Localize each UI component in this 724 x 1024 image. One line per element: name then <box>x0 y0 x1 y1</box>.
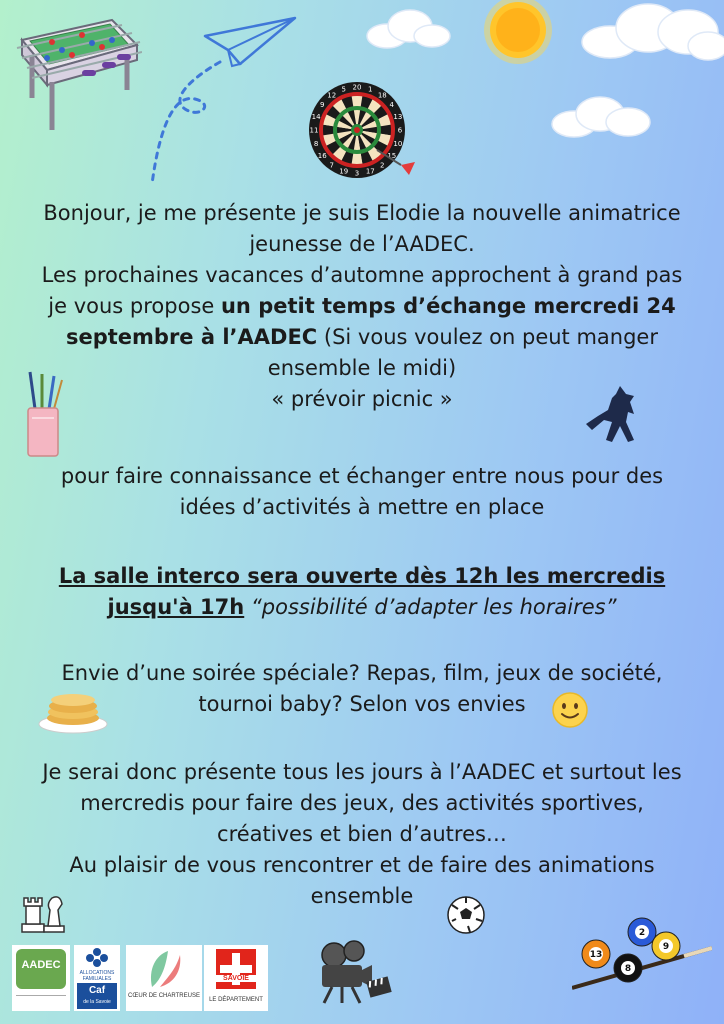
savoie-name: SAVOIE <box>216 975 256 982</box>
intro-line: jeunesse de l’AADEC. <box>249 232 475 256</box>
savoie-logo <box>204 945 268 1011</box>
caf-flower-icon <box>83 947 111 969</box>
cloud-icon <box>580 0 724 68</box>
evening-line: tournoi baby? Selon vos envies <box>198 692 526 716</box>
dartboard-number: 3 <box>354 169 360 178</box>
sun-icon <box>478 0 558 68</box>
caf-line: ALLOCATIONS <box>79 970 115 976</box>
closing-line: mercredis pour faire des jeux, des activités sportives, <box>80 791 644 815</box>
intro-text-plain: (Si vous voulez on peut manger <box>317 325 658 349</box>
dartboard-number: 8 <box>313 139 319 148</box>
cloud-icon <box>362 8 452 50</box>
dartboard-number: 14 <box>311 113 321 122</box>
exchange-date-bold: un petit temps d’échange mercredi 24 <box>220 294 676 318</box>
dartboard-number: 15 <box>387 151 397 160</box>
aadec-logo <box>12 945 70 1011</box>
exchange-place-bold: septembre à l’AADEC <box>65 325 318 349</box>
closing-line: Au plaisir de vous rencontrer et de faire des animations <box>69 853 655 877</box>
picnic-note: « prévoir picnic » <box>271 387 453 411</box>
savoie-departement: LE DÉPARTEMENT <box>209 997 263 1003</box>
purpose-line: idées d’activités à mettre en place <box>179 495 545 519</box>
closing-text <box>0 757 724 912</box>
intro-line: Bonjour, je me présente je suis Elodie la nouvelle animatrice <box>43 201 681 225</box>
film-camera-icon <box>312 937 392 1005</box>
dartboard-number: 5 <box>341 85 346 94</box>
purpose-line: pour faire connaissance et échanger entre nous pour des <box>60 464 664 488</box>
intro-text-plain: je vous propose <box>48 294 221 318</box>
evening-line: Envie d’une soirée spéciale? Repas, film, jeux de société, <box>61 661 663 685</box>
evening-text <box>0 658 724 720</box>
caf-name: Caf <box>88 985 106 996</box>
dartboard-number: 10 <box>393 139 403 148</box>
dartboard-number: 16 <box>317 151 327 160</box>
dartboard-icon <box>305 80 420 185</box>
dartboard-number: 12 <box>327 91 337 100</box>
foosball-table-icon <box>12 10 142 135</box>
intro-line <box>0 322 724 353</box>
caf-logo <box>74 945 120 1011</box>
intro-line: Les prochaines vacances d’automne approchent à grand pas <box>41 263 683 287</box>
caf-region: de la Savoie <box>83 999 111 1005</box>
billiard-balls-icon <box>572 916 712 992</box>
cloud-icon <box>548 92 652 140</box>
hours-flexible-note: “possibilité d’adapter les horaires” <box>250 595 617 619</box>
closing-line: créatives et bien d’autres… <box>217 822 507 846</box>
billiard-ball-number: 2 <box>638 928 646 938</box>
hours-line <box>0 592 724 623</box>
savoie-cross-horizontal <box>220 965 252 973</box>
dartboard-number: 6 <box>397 126 403 135</box>
dartboard-number: 11 <box>309 126 319 135</box>
closing-line: ensemble <box>310 884 414 908</box>
dartboard-number: 7 <box>329 161 334 170</box>
dartboard-number: 17 <box>365 167 375 176</box>
dartboard-number: 9 <box>319 101 325 110</box>
dartboard-number: 4 <box>389 101 395 110</box>
billiard-ball-number: 9 <box>662 942 670 952</box>
chartreuse-name: CŒUR DE CHARTREUSE <box>128 993 200 999</box>
intro-text <box>0 198 724 415</box>
closing-line: Je serai donc présente tous les jours à l’AADEC et surtout les <box>42 760 682 784</box>
billiard-ball-number: 13 <box>589 950 603 960</box>
dartboard-number: 2 <box>380 161 385 170</box>
hours-line: La salle interco sera ouverte dès 12h les mercredis <box>58 564 666 588</box>
chartreuse-logo <box>126 945 202 1011</box>
aadec-logo-caption <box>16 995 66 1006</box>
caf-line: FAMILIALES <box>82 976 112 982</box>
intro-line: ensemble le midi) <box>267 356 457 380</box>
dartboard-number: 20 <box>352 83 362 92</box>
hours-end: jusqu'à 17h <box>107 595 245 619</box>
hours-text <box>0 561 724 623</box>
aadec-logo-text: AADEC <box>21 959 61 971</box>
dartboard-number: 13 <box>393 113 403 122</box>
chartreuse-leaf-icon <box>146 949 182 989</box>
dartboard-number: 18 <box>377 91 387 100</box>
intro-line <box>0 291 724 322</box>
billiard-ball-number: 8 <box>624 964 632 974</box>
purpose-text <box>0 461 724 523</box>
paper-plane-icon <box>140 14 300 189</box>
dartboard-number: 19 <box>339 167 349 176</box>
dartboard-number: 1 <box>368 85 373 94</box>
